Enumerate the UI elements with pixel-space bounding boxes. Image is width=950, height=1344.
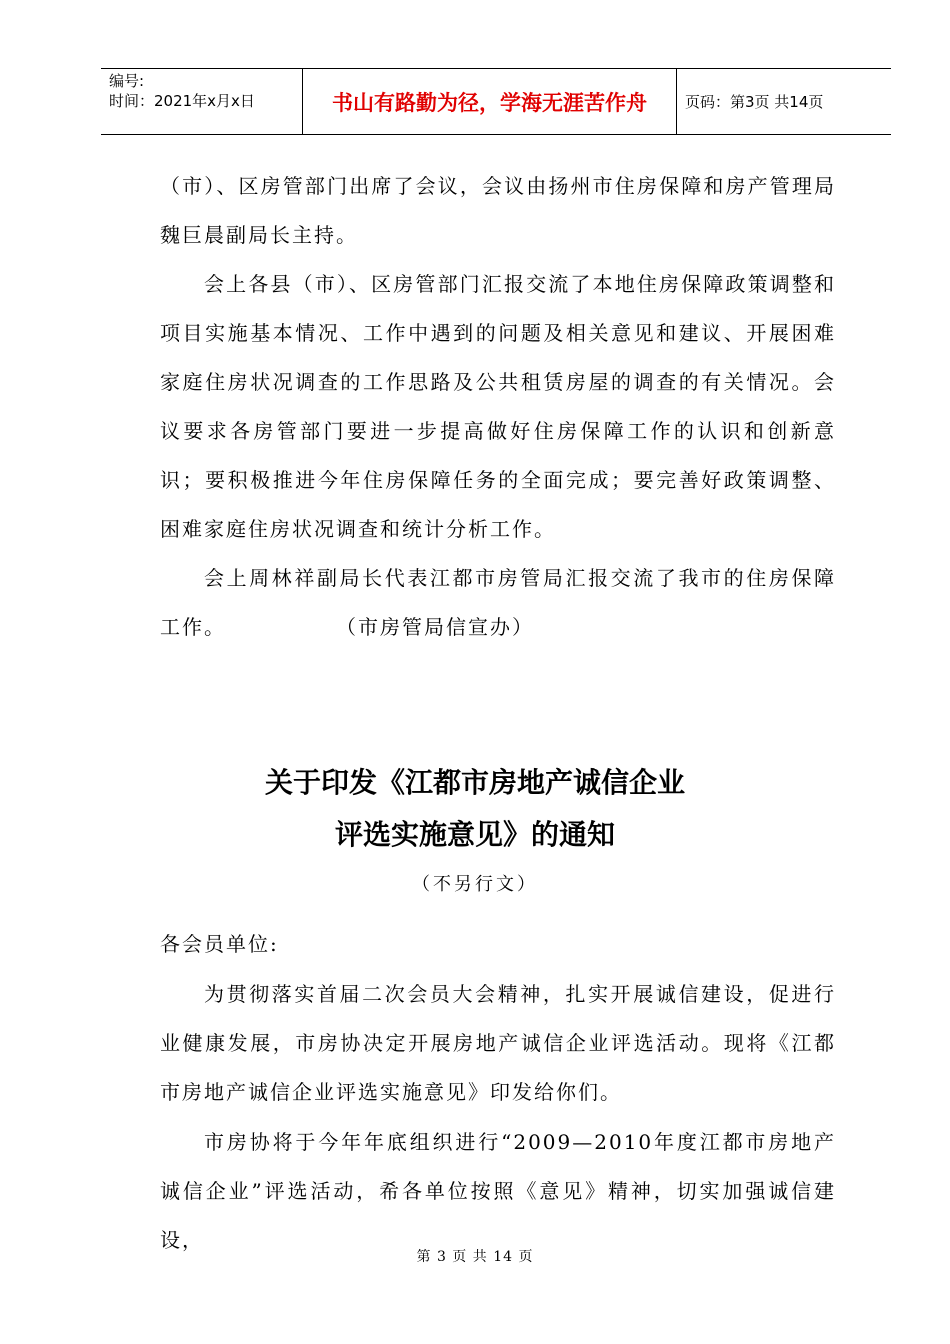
header-page-info: 页码：第3页 共14页 (685, 93, 824, 111)
page-footer: 第 3 页 共 14 页 (416, 1249, 534, 1265)
header-meta (101, 69, 303, 134)
body-paragraph-3-text: 会上周林祥副局长代表江都市房管局汇报交流了我市的住房保障工作。 (160, 566, 836, 639)
body-paragraph-1: （市）、区房管部门出席了会议，会议由扬州市住房保障和房产管理局魏巨晨副局长主持。 (160, 174, 836, 247)
header-motto: 书山有路勤为径，学海无涯苦作舟 (303, 69, 677, 134)
page-header (101, 68, 891, 135)
notice-paragraph-1: 为贯彻落实首届二次会员大会精神，扎实开展诚信建设，促进行业健康发展，市房协决定开展房地产诚信企业评选活动。现将《江都市房地产诚信企业评选实施意见》印发给你们。 (160, 982, 836, 1104)
time-label: 时间：2021年x月x日 (109, 92, 255, 110)
salutation: 各会员单位: (160, 932, 279, 956)
number-label: 编号: (109, 72, 145, 90)
body-paragraph-3 (160, 554, 836, 652)
source-note: （市房管局信宣办） (346, 615, 534, 639)
notice-paragraph-2: 市房协将于今年年底组织进行“2009—2010年度江都市房地产诚信企业”评选活动，希各单位按照《意见》精神，切实加强诚信建设， (160, 1130, 836, 1252)
notice-title-line-2: 评选实施意见》的通知 (334, 818, 615, 851)
notice-title-line-1: 关于印发《江都市房地产诚信企业 (264, 766, 685, 799)
body-paragraph-2: 会上各县（市）、区房管部门汇报交流了本地住房保障政策调整和项目实施基本情况、工作中遇到的问题及相关意见和建议、开展困难家庭住房状况调查的工作思路及公共租赁房屋的调查的有关情况。会议要求各房管部门要进一步提高做好住房保障工作的认识和创新意识；要积极推进今年住房保障任务的全面完成；要完善好政策调整、困难家庭住房状况调查和统计分析工作。 (160, 272, 836, 541)
notice-subtitle: （不另行文） (412, 874, 538, 895)
